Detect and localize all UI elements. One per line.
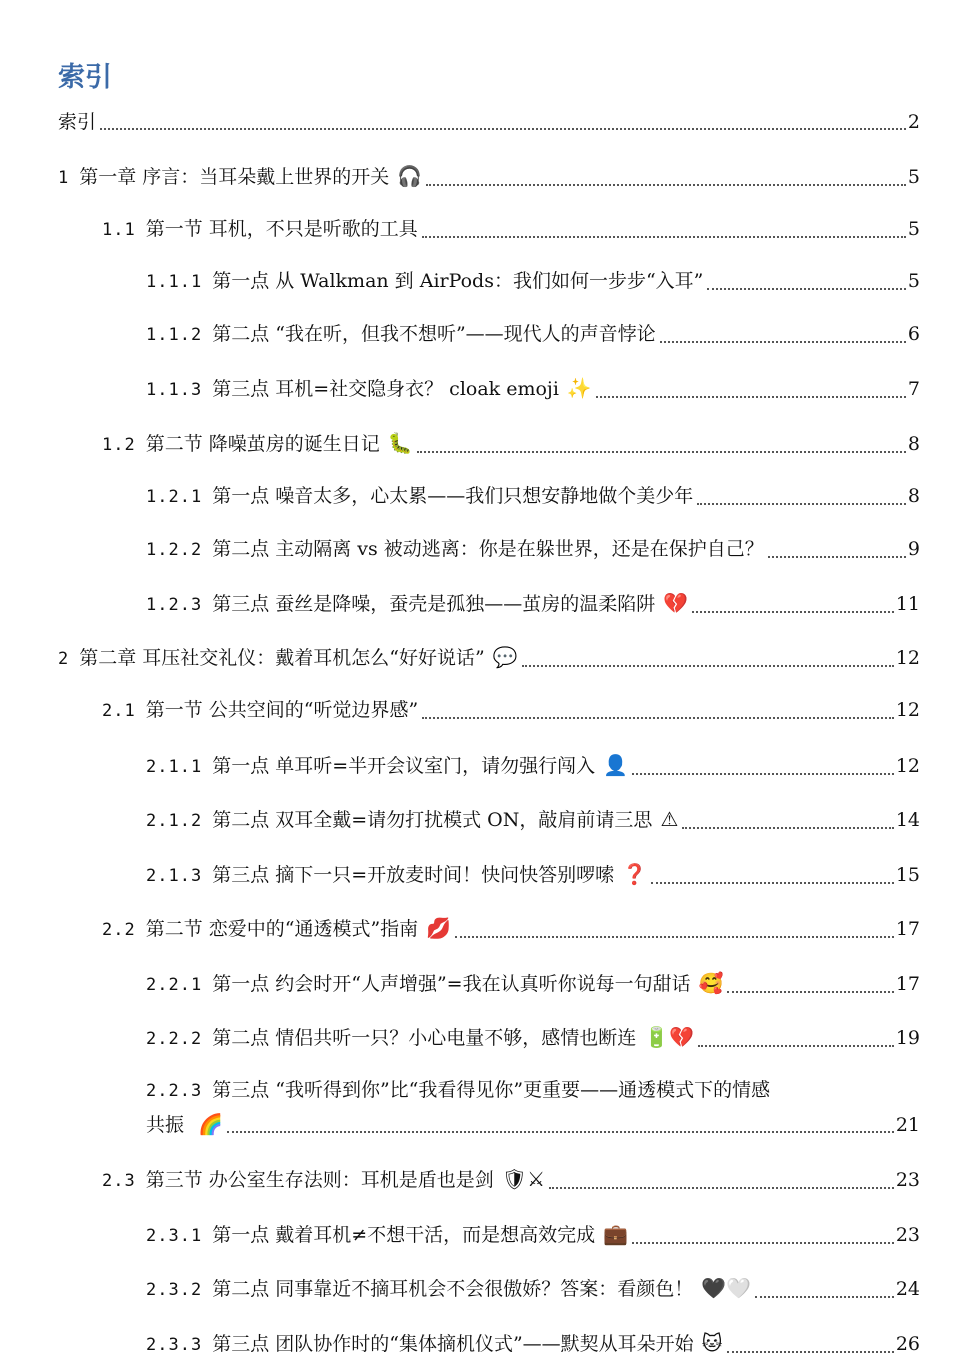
toc-entry-number: 2.3.3: [146, 1335, 203, 1355]
toc-entry-number: 1.2.1: [146, 487, 203, 507]
toc-page-number: 11: [895, 593, 920, 615]
toc-entry-number: 2.3: [102, 1171, 136, 1191]
toc-entry-1-2-2[interactable]: [146, 532, 920, 567]
dot-leader: [698, 1045, 894, 1047]
toc-page-number: 17: [895, 918, 920, 940]
toc-page-number: 23: [895, 1169, 920, 1191]
toc-entry-label: 第二点 情侣共听一只？小心电量不够，感情也断连: [212, 1027, 637, 1049]
rainbow-icon: 🌈: [198, 1112, 223, 1136]
dot-leader: [422, 236, 906, 238]
toc-entry-2-1-1[interactable]: [146, 748, 920, 784]
dot-leader: [697, 503, 906, 505]
toc-entry-label: 第一点 约会时开“人声增强”=我在认真听你说每一句甜话: [212, 973, 691, 995]
toc-entry-label: 第一节 耳机，不只是听歌的工具: [145, 218, 418, 240]
toc-entry-2-3-1[interactable]: [146, 1217, 920, 1253]
dot-leader: [632, 1242, 894, 1244]
toc-entry-number: 2.3.2: [146, 1280, 203, 1300]
toc-page-number: 17: [895, 973, 920, 995]
toc-heading: 索引: [58, 62, 112, 93]
speech-bubble-icon: 💬: [492, 645, 518, 669]
toc-entry-2-1[interactable]: [102, 693, 920, 728]
toc-entry-label: 第三点 团队协作时的“集体摘机仪式”——默契从耳朵开始: [212, 1333, 694, 1355]
toc-entry-number: 2.1.2: [146, 811, 203, 831]
toc-entry-1-1-3[interactable]: [146, 371, 920, 407]
dot-leader: [455, 936, 894, 938]
toc-entry-label: 第三点 “我听得到你”比“我看得见你”更重要——通透模式下的情感: [212, 1079, 771, 1101]
toc-entry-number: 1.1.3: [146, 380, 203, 400]
toc-entry-number: 2.2.3: [146, 1081, 203, 1101]
toc-entry-label: 第一点 单耳听=半开会议室门，请勿强行闯入: [212, 755, 596, 777]
toc-page-number: 5: [907, 218, 920, 240]
toc-entry-number: 1.2.2: [146, 540, 203, 560]
toc-entry-2-2-3-continuation[interactable]: [146, 1107, 920, 1142]
toc-entry-label: 第二点 同事靠近不摘耳机会不会很傲娇？答案：看颜色！: [212, 1278, 694, 1300]
dot-leader: [422, 717, 894, 719]
dot-leader: [227, 1131, 894, 1133]
toc-entry-number: 2.1: [102, 701, 136, 721]
dot-leader: [682, 827, 893, 829]
toc-page-number: 5: [907, 166, 920, 188]
toc-entry-number: 2.2: [102, 920, 136, 940]
toc-entry-number: 2.3.1: [146, 1226, 203, 1246]
dot-leader: [727, 1351, 894, 1353]
toc-page-number: 14: [895, 809, 920, 831]
toc-page-number: 26: [895, 1333, 920, 1355]
shield-swords-icon: 🛡⚔: [501, 1167, 546, 1191]
toc-page-number: 15: [895, 864, 920, 886]
toc-page-number: 7: [907, 378, 920, 400]
toc-entry-2-3-3[interactable]: [146, 1326, 920, 1362]
toc-entry-label: 第二章 耳压社交礼仪：戴着耳机怎么“好好说话”: [79, 647, 485, 669]
toc-entry-label: 第三点 蚕丝是降噪，蚕壳是孤独——茧房的温柔陷阱: [212, 593, 656, 615]
warning-icon: ⚠: [660, 807, 679, 831]
smiling-face-hearts-icon: 🥰: [698, 971, 724, 995]
toc-entry-number: 1.1.1: [146, 272, 203, 292]
dot-leader: [632, 773, 894, 775]
dot-leader: [426, 184, 906, 186]
dot-leader: [660, 341, 906, 343]
toc-page-number: 19: [895, 1027, 920, 1049]
dot-leader: [651, 882, 894, 884]
toc-entry-1-1-1[interactable]: [146, 264, 920, 299]
toc-entry-chapter-2[interactable]: [58, 640, 920, 676]
cat-icon: 🐱: [701, 1331, 723, 1355]
toc-entry-number: 1.2: [102, 435, 136, 455]
headphones-icon: 🎧: [397, 164, 423, 188]
broken-heart-icon: 💔: [663, 591, 689, 615]
toc-entry-label: 第二节 恋爱中的“通透模式”指南: [145, 918, 419, 940]
dot-leader: [755, 1296, 894, 1298]
battery-broken-heart-icon: 🔋💔: [644, 1025, 695, 1049]
toc-page-number: 8: [907, 485, 920, 507]
toc-entry-label: 第一节 公共空间的“听觉边界感”: [145, 699, 419, 721]
toc-entry-index[interactable]: [58, 105, 920, 139]
question-mark-icon: ❓: [622, 862, 648, 886]
toc-page-number: 21: [895, 1114, 920, 1136]
toc-entry-number: 2: [58, 649, 70, 669]
toc-entry-1-2[interactable]: [102, 426, 920, 462]
toc-entry-number: 1.1.2: [146, 325, 203, 345]
toc-page-number: 8: [907, 433, 920, 455]
toc-entry-label: 第二节 降噪茧房的诞生日记: [145, 433, 380, 455]
toc-page-number: 6: [907, 323, 920, 345]
toc-entry-label: 第二点 主动隔离 vs 被动逃离：你是在躲世界，还是在保护自己？: [212, 538, 764, 560]
dot-leader: [417, 451, 906, 453]
toc-page-number: 12: [895, 647, 920, 669]
black-white-hearts-icon: 🖤🤍: [701, 1276, 752, 1300]
toc-page-number: 23: [895, 1224, 920, 1246]
caterpillar-icon: 🐛: [387, 431, 413, 455]
toc-entry-1-1-2[interactable]: [146, 317, 920, 352]
toc-entry-chapter-1[interactable]: [58, 159, 920, 195]
toc-entry-label: 第一点 噪音太多，心太累——我们只想安静地做个美少年: [212, 485, 694, 507]
toc-entry-number: 1: [58, 168, 70, 188]
person-silhouette-icon: 👤: [603, 753, 629, 777]
dot-leader: [692, 611, 894, 613]
toc-page-number: 12: [895, 699, 920, 721]
toc-entry-label: 第二点 双耳全戴=请勿打扰模式 ON，敲肩前请三思: [212, 809, 653, 831]
briefcase-icon: 💼: [603, 1222, 629, 1246]
toc-entry-2-2[interactable]: [102, 911, 920, 947]
toc-entry-2-3[interactable]: [102, 1162, 920, 1198]
toc-entry-label: 第二点 “我在听，但我不想听”——现代人的声音悖论: [212, 323, 656, 345]
toc-entry-number: 2.2.2: [146, 1029, 203, 1049]
toc-entry-2-1-3[interactable]: [146, 857, 920, 893]
toc-entry-2-3-2[interactable]: [146, 1271, 920, 1307]
toc-page-number: 2: [907, 111, 920, 133]
toc-entry-number: 2.1.3: [146, 866, 203, 886]
toc-entry-label: 第三点 耳机=社交隐身衣？ cloak emoji: [212, 378, 559, 400]
toc-entry-2-2-1[interactable]: [146, 966, 920, 1002]
dot-leader: [768, 556, 906, 558]
toc-page-number: 12: [895, 755, 920, 777]
lips-icon: 💋: [426, 916, 452, 940]
toc-entry-number: 2.1.1: [146, 757, 203, 777]
toc-entry-2-2-2[interactable]: [146, 1020, 920, 1056]
toc-entry-label: 索引: [58, 111, 97, 133]
dot-leader: [549, 1187, 894, 1189]
toc-entry-1-2-1[interactable]: [146, 479, 920, 514]
toc-entry-1-1[interactable]: [102, 212, 920, 247]
dot-leader: [727, 991, 893, 993]
toc-entry-label-continued: 共振: [146, 1114, 185, 1136]
dot-leader: [100, 128, 906, 130]
toc-entry-number: 1.2.3: [146, 595, 203, 615]
dot-leader: [522, 665, 894, 667]
toc-entry-label: 第三节 办公室生存法则：耳机是盾也是剑: [145, 1169, 494, 1191]
toc-entry-number: 2.2.1: [146, 975, 203, 995]
toc-page-number: 9: [907, 538, 920, 560]
toc-page-number: 24: [895, 1278, 920, 1300]
dot-leader: [596, 396, 906, 398]
toc-page-number: 5: [907, 270, 920, 292]
toc-entry-label: 第三点 摘下一只=开放麦时间！快问快答别啰嗦: [212, 864, 615, 886]
toc-entry-label: 第一点 从 Walkman 到 AirPods：我们如何一步步“入耳”: [212, 270, 704, 292]
toc-entry-2-2-3[interactable]: [146, 1073, 920, 1108]
sparkles-icon: ✨: [566, 376, 592, 400]
toc-entry-label: 第一章 序言：当耳朵戴上世界的开关: [79, 166, 390, 188]
toc-entry-1-2-3[interactable]: [146, 586, 920, 622]
dot-leader: [707, 288, 906, 290]
toc-entry-number: 1.1: [102, 220, 136, 240]
toc-entry-2-1-2[interactable]: [146, 802, 920, 838]
toc-entry-label: 第一点 戴着耳机≠不想干活，而是想高效完成: [212, 1224, 596, 1246]
